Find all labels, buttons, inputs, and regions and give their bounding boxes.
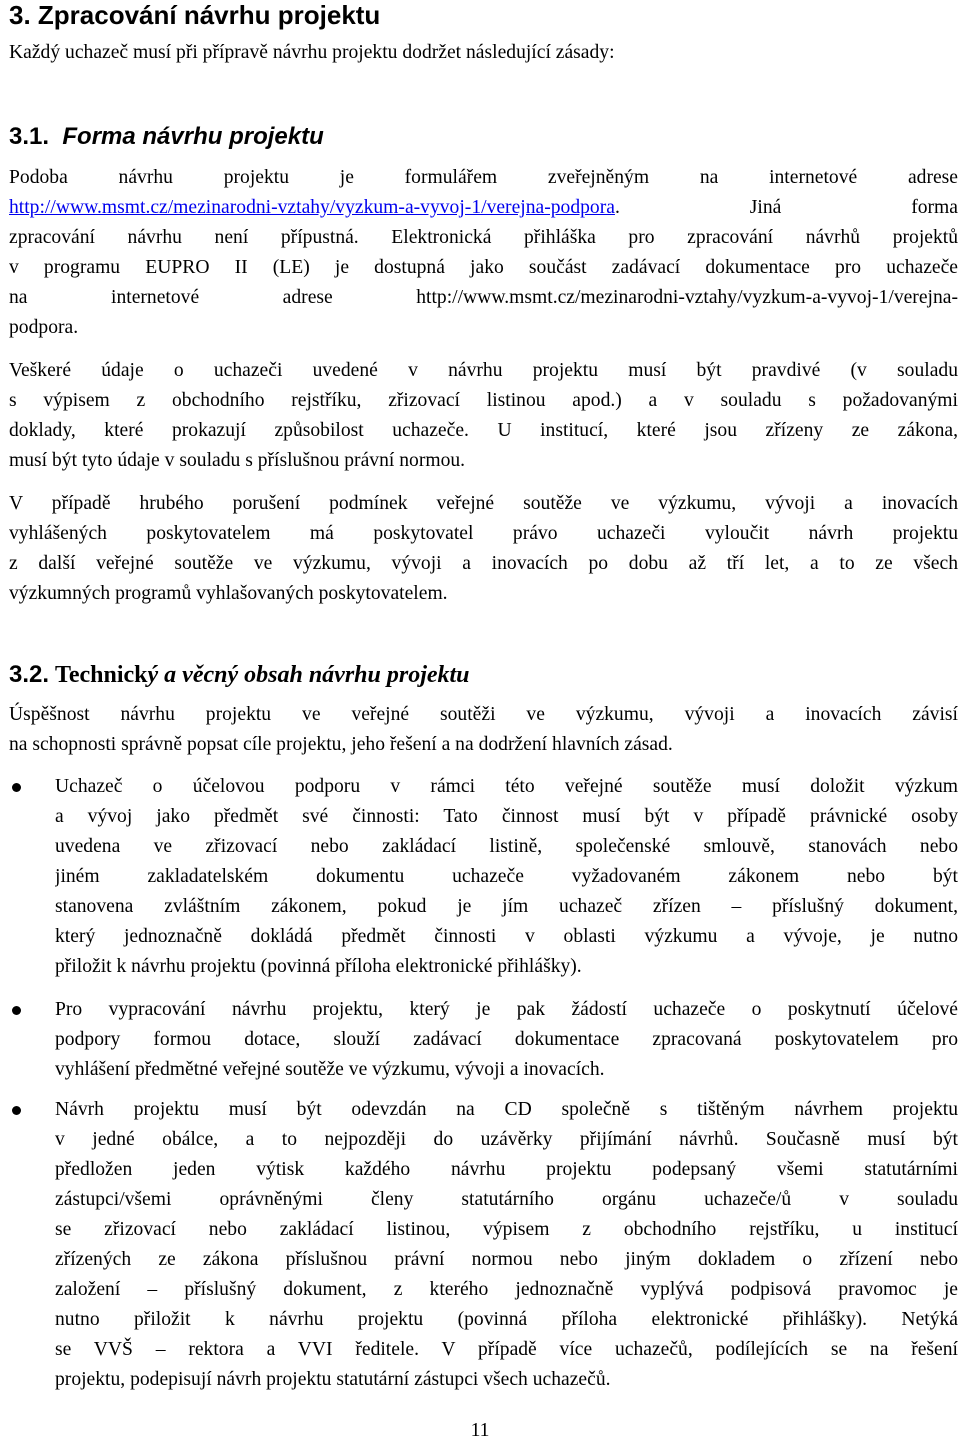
section-3-2-number: 3.2. (9, 661, 50, 688)
section-3-2-title-italic: ý a věcný obsah návrhu projektu (147, 662, 470, 688)
paragraph-line: vyhlášených poskytovatelem má poskytovatel právo uchazeči vyloučit návrh projektu (9, 523, 958, 544)
page-number: 11 (470, 1420, 490, 1441)
list-item-line: a vývoj jako předmět své činnosti: Tato činnost musí být v případě právnické osoby (55, 806, 958, 827)
paragraph-text: . Jiná forma (614, 197, 958, 218)
bullet-icon (12, 783, 21, 792)
paragraph-line: Veškeré údaje o uchazeči uvedené v návrhu projektu musí být pravdivé (v souladu (9, 360, 958, 381)
list-item-line: se zřizovací nebo zakládací listinou, výpisem z obchodního rejstříku, u institucí (55, 1219, 958, 1240)
list-item-line: založení – příslušný dokument, z kterého jednoznačně vyplývá podpisová pravomoc je (55, 1279, 958, 1300)
list-item-line: v jedné obálce, a to nejpozději do uzávěrky přijímání návrhů. Současně musí být (55, 1129, 958, 1150)
bullet-icon (12, 1106, 21, 1115)
list-item-line: stanovena zvláštním zákonem, pokud je jím uchazeč zřízen – příslušný dokument, (55, 896, 958, 917)
paragraph-line: Podoba návrhu projektu je formulářem zveřejněným na internetové adrese (9, 167, 958, 188)
paragraph-line: na schopnosti správně popsat cíle projektu, jeho řešení a na dodržení hlavních zásad. (9, 734, 673, 755)
paragraph-line: s výpisem z obchodního rejstříku, zřizovací listinou apod.) a v souladu s požadovanými (9, 390, 958, 411)
list-item-line: Uchazeč o účelovou podporu v rámci této veřejné soutěže musí doložit výzkum (55, 776, 958, 797)
paragraph-line: V případě hrubého porušení podmínek veřejné soutěže ve výzkumu, vývoji a inovacích (9, 493, 958, 514)
list-item-line: jiném zakladatelském dokumentu uchazeče vyžadovaném zákonem nebo být (55, 866, 958, 887)
section-3-intro: Každý uchazeč musí při přípravě návrhu projektu dodržet následující zásady: (9, 42, 615, 63)
section-3-2-heading (9, 660, 470, 690)
list-item-line: Návrh projektu musí být odevzdán na CD společně s tištěným návrhem projektu (55, 1099, 958, 1120)
paragraph-line: musí být tyto údaje v souladu s příslušnou právní normou. (9, 450, 466, 471)
list-item-line: se VVŠ – rektora a VVI ředitele. V případě více uchazečů, podílejících se na řešení (55, 1339, 958, 1360)
bullet-icon (12, 1006, 21, 1015)
list-item-line: podpory formou dotace, slouží zadávací dokumentace zpracovaná poskytovatelem pro (55, 1029, 958, 1050)
list-item-line: který jednoznačně dokládá předmět činnosti v oblasti výzkumu a vývoje, je nutno (55, 926, 958, 947)
list-item-line: vyhlášení předmětné veřejné soutěže ve výzkumu, vývoji a inovacích. (55, 1059, 605, 1080)
list-item-line: nutno přiložit k návrhu projektu (povinná příloha elektronické přihlášky). Netýká (55, 1309, 958, 1330)
msmt-link[interactable]: http://www.msmt.cz/mezinarodni-vztahy/vyzkum-a-vyvoj-1/verejna-podpora (9, 197, 615, 218)
paragraph-line: doklady, které prokazují způsobilost uchazeče. U institucí, které jsou zřízeny ze zákona, (9, 420, 958, 441)
list-item-line: uvedena ve zřizovací nebo zakládací listině, společenské smlouvě, stanovách nebo (55, 836, 958, 857)
list-item-line: zástupci/všemi oprávněnými členy statutárního orgánu uchazeče/ů v souladu (55, 1189, 958, 1210)
paragraph-line: zpracování návrhu není přípustná. Elektronická přihláška pro zpracování návrhů projektů (9, 227, 958, 248)
paragraph-line: výzkumných programů vyhlašovaných poskytovatelem. (9, 583, 448, 604)
list-item-line: předložen jeden výtisk každého návrhu projektu podepsaný všemi statutárními (55, 1159, 958, 1180)
paragraph-line: z další veřejné soutěže ve výzkumu, vývoji a inovacích po dobu až tří let, a to ze všech (9, 553, 958, 574)
paragraph-line: na internetové adrese http://www.msmt.cz/mezinarodni-vztahy/vyzkum-a-vyvoj-1/verejna- (9, 287, 958, 308)
section-3-2-title-plain: Technick (55, 662, 148, 688)
paragraph-line: podpora. (9, 317, 79, 338)
section-3-1-number: 3.1. (9, 123, 50, 150)
section-3-1-title: Forma návrhu projektu (62, 123, 324, 150)
section-3-heading: 3. Zpracování návrhu projektu (9, 0, 381, 30)
list-item-line: Pro vypracování návrhu projektu, který je pak žádostí uchazeče o poskytnutí účelové (55, 999, 958, 1020)
list-item-line: přiložit k návrhu projektu (povinná příloha elektronické přihlášky). (55, 956, 582, 977)
section-3-1-heading (9, 122, 324, 152)
list-item-line: zřízených ze zákona příslušnou právní normou nebo jiným dokladem o zřízení nebo (55, 1249, 958, 1270)
paragraph-line: v programu EUPRO II (LE) je dostupná jako součást zadávací dokumentace pro uchazeče (9, 257, 958, 278)
paragraph-line (9, 193, 958, 223)
list-item-line: projektu, podepisují návrh projektu statutární zástupci všech uchazečů. (55, 1369, 611, 1390)
paragraph-line: Úspěšnost návrhu projektu ve veřejné soutěži ve výzkumu, vývoji a inovacích závisí (9, 704, 958, 725)
